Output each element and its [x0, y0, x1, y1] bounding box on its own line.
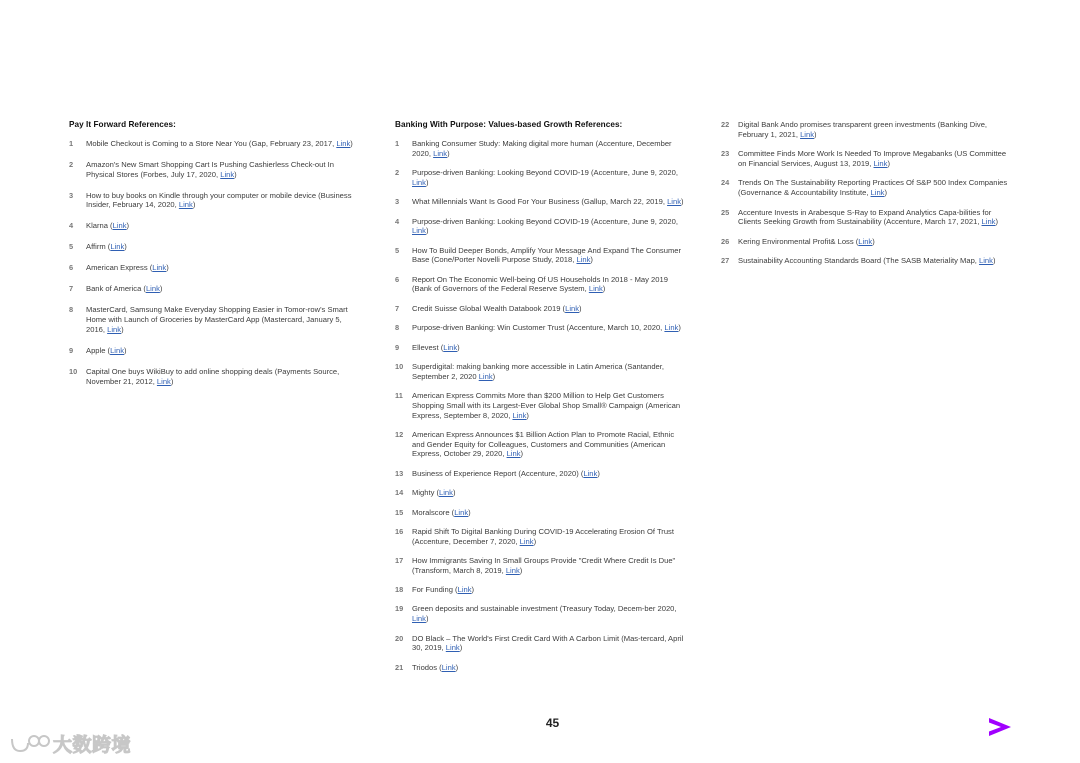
reference-number: 22	[721, 120, 730, 129]
reference-number: 10	[395, 362, 404, 372]
reference-text: Kering Environmental Profit& Loss (	[738, 236, 859, 246]
reference-link[interactable]: Link	[445, 643, 460, 653]
reference-closing: )	[681, 197, 684, 207]
reference-number: 3	[69, 190, 74, 200]
reference-link[interactable]: Link	[112, 221, 127, 231]
reference-item	[721, 208, 1011, 227]
reference-text: For Funding (	[412, 585, 458, 595]
reference-text: Committee Finds More Work Is Needed To Improve Megabanks (US Committee on Financial Services, August 13, 2019,	[738, 149, 1007, 168]
reference-item	[69, 367, 359, 386]
reference-item	[395, 430, 687, 459]
reference-number: 3	[395, 197, 400, 207]
section-heading: Pay It Forward References:	[69, 120, 176, 129]
reference-item	[69, 160, 359, 179]
reference-text: Banking Consumer Study: Making digital more human (Accenture, December 2020,	[412, 139, 672, 158]
reference-text: Accenture Invests in Arabesque S-Ray to Expand Analytics Capa-bilities for Clients Seeking Growth from Sustainability (Accenture, March 17, 2021,	[738, 207, 992, 227]
reference-number: 9	[395, 342, 400, 352]
reference-text: DO Black – The World's First Credit Card With A Carbon Limit (Mas-tercard, April 30, 2019,	[412, 633, 684, 653]
reference-item	[69, 284, 359, 294]
reference-item	[721, 237, 1011, 247]
reference-closing: )	[350, 139, 353, 148]
reference-text: American Express Commits More than $200 Million to Help Get Customers Shopping Small with its Largest-Ever Global Shop Small® Campaign (American Express, September 8, 2020,	[412, 391, 681, 420]
reference-text: Purpose-driven Banking: Looking Beyond COVID-19 (Accenture, June 9, 2020,	[412, 216, 678, 226]
reference-item	[395, 323, 687, 333]
reference-closing: )	[447, 148, 450, 158]
reference-list	[395, 139, 687, 672]
reference-link[interactable]: Link	[588, 284, 603, 294]
reference-closing: )	[234, 169, 237, 179]
reference-closing: )	[452, 488, 456, 498]
reference-number: 9	[69, 345, 74, 355]
reference-closing: )	[526, 410, 529, 420]
reference-closing: )	[471, 585, 475, 595]
reference-text: Purpose-driven Banking: Looking Beyond COVID-19 (Accenture, June 9, 2020,	[412, 168, 678, 178]
reference-number: 16	[395, 526, 404, 536]
section-heading: Banking With Purpose: Values-based Growth References:	[395, 120, 623, 129]
reference-text: Sustainability Accounting Standards Board (The SASB Materiality Map,	[738, 256, 980, 266]
reference-item	[721, 149, 1011, 168]
reference-text: Affirm (	[86, 242, 111, 252]
reference-text: American Express (	[86, 263, 153, 273]
reference-closing: )	[124, 345, 127, 355]
reference-number: 17	[395, 555, 404, 565]
reference-closing: )	[159, 284, 163, 294]
reference-number: 19	[395, 604, 404, 614]
reference-closing: )	[455, 662, 459, 672]
reference-item	[395, 197, 687, 207]
reference-link[interactable]: Link	[981, 217, 996, 227]
reference-link[interactable]: Link	[110, 345, 124, 355]
reference-number: 25	[721, 207, 730, 217]
reference-closing: )	[520, 449, 524, 459]
reference-link[interactable]: Link	[870, 188, 885, 198]
reference-number: 2	[395, 168, 400, 178]
reference-link[interactable]: Link	[441, 662, 456, 672]
reference-number: 5	[395, 245, 400, 255]
reference-closing: )	[597, 468, 600, 478]
reference-number: 10	[69, 366, 78, 376]
reference-closing: )	[468, 507, 471, 517]
reference-item	[395, 604, 687, 623]
reference-closing: )	[814, 129, 817, 139]
reference-number: 11	[395, 391, 403, 401]
reference-number: 6	[69, 263, 74, 273]
reference-closing: )	[121, 324, 124, 334]
reference-item	[395, 469, 687, 479]
reference-item	[69, 305, 359, 334]
reference-text: Triodos (	[412, 662, 442, 672]
reference-closing: )	[492, 371, 496, 381]
reference-item	[395, 663, 687, 673]
reference-text: Bank of America (	[86, 284, 146, 294]
reference-closing: )	[459, 643, 463, 653]
reference-item	[721, 256, 1011, 266]
reference-closing: )	[457, 342, 460, 352]
reference-list	[721, 120, 1011, 266]
reference-text: Ellevest (	[412, 342, 444, 352]
reference-number: 18	[395, 585, 404, 595]
reference-link[interactable]: Link	[454, 507, 469, 517]
reference-number: 26	[721, 236, 730, 246]
reference-item	[395, 556, 687, 575]
reference-closing: )	[602, 284, 606, 294]
reference-number: 8	[395, 323, 400, 333]
reference-link[interactable]: Link	[412, 226, 426, 236]
reference-closing: )	[170, 376, 174, 386]
reference-item	[395, 304, 687, 314]
reference-closing: )	[533, 536, 537, 546]
reference-text: Credit Suisse Global Wealth Databook 2019 (	[412, 303, 566, 313]
reference-text: Apple (	[86, 345, 111, 355]
reference-text: How to buy books on Kindle through your computer or mobile device (Business Insider, February 14, 2020,	[86, 190, 352, 210]
reference-link[interactable]: Link	[439, 488, 453, 498]
reference-closing: )	[887, 158, 890, 168]
reference-number: 2	[69, 160, 74, 169]
reference-item	[395, 168, 687, 187]
reference-link[interactable]: Link	[156, 376, 171, 386]
reference-number: 1	[69, 139, 74, 148]
reference-item	[69, 263, 359, 273]
reference-link[interactable]: Link	[220, 169, 235, 179]
reference-text: Superdigital: making banking more accessible in Latin America (Santander, September 2, 2020	[412, 362, 664, 381]
reference-text: Green deposits and sustainable investment (Treasury Today, Decem-ber 2020,	[412, 604, 677, 614]
reference-link[interactable]: Link	[443, 342, 458, 352]
reference-closing: )	[579, 303, 582, 313]
reference-item	[69, 346, 359, 356]
reference-number: 7	[395, 303, 400, 313]
reference-number: 24	[721, 178, 730, 188]
reference-item	[395, 362, 687, 381]
reference-link[interactable]: Link	[667, 197, 682, 207]
reference-number: 8	[69, 305, 74, 315]
reference-closing: )	[519, 565, 523, 575]
reference-link[interactable]: Link	[858, 236, 873, 246]
reference-link[interactable]: Link	[664, 323, 679, 333]
reference-text: Amazon's New Smart Shopping Cart Is Pushing Cashierless Check-out In Physical Stores (Forbes, July 17, 2020,	[86, 160, 334, 179]
reference-closing: )	[126, 221, 130, 231]
reference-link[interactable]: Link	[800, 129, 814, 139]
reference-closing: )	[425, 177, 429, 187]
watermark-text: 大数跨境	[53, 735, 132, 756]
reference-item	[395, 139, 687, 158]
reference-number: 23	[721, 149, 730, 159]
reference-link[interactable]: Link	[152, 263, 167, 273]
reference-link[interactable]: Link	[565, 303, 580, 313]
reference-text: Mighty (	[412, 488, 440, 498]
reference-number: 12	[395, 429, 404, 439]
reference-item	[395, 343, 687, 353]
reference-item	[395, 508, 687, 518]
reference-closing: )	[590, 255, 593, 265]
reference-number: 6	[395, 274, 400, 284]
reference-link[interactable]: Link	[576, 255, 591, 265]
reference-link[interactable]: Link	[107, 324, 122, 334]
reference-link[interactable]: Link	[979, 256, 993, 266]
reference-link[interactable]: Link	[433, 148, 448, 158]
reference-link[interactable]: Link	[512, 410, 527, 420]
reference-link[interactable]: Link	[519, 536, 534, 546]
reference-link[interactable]: Link	[145, 284, 160, 294]
reference-number: 4	[69, 221, 74, 231]
reference-item	[721, 120, 1011, 139]
reference-text: MasterCard, Samsung Make Everyday Shopping Easier in Tomor-row's Smart Home with Launch of Groceries by MasterCard App (Mastercard, January 5, 2016,	[86, 305, 348, 334]
reference-text: Rapid Shift To Digital Banking During COVID-19 Accelerating Erosion Of Trust (Accenture, December 7, 2020,	[412, 526, 674, 546]
reference-item	[721, 178, 1011, 197]
reference-number: 27	[721, 256, 730, 266]
reference-text: Digital Bank Ando promises transparent green investments (Banking Dive, February 1, 2021,	[738, 120, 988, 139]
reference-number: 20	[395, 633, 404, 643]
reference-closing: )	[872, 236, 875, 246]
reference-text: Purpose-driven Banking: Win Customer Trust (Accenture, March 10, 2020,	[412, 323, 665, 333]
reference-link[interactable]: Link	[873, 158, 888, 168]
reference-item	[395, 488, 687, 498]
reference-text: Capital One buys WikiBuy to add online shopping deals (Payments Source, November 21, 2012,	[86, 366, 340, 386]
reference-item	[395, 527, 687, 546]
reference-text: Moralscore (	[412, 507, 455, 517]
reference-item	[395, 246, 687, 265]
watermark	[8, 730, 131, 757]
reference-closing: )	[166, 263, 169, 273]
reference-item	[69, 242, 359, 252]
reference-text: Trends On The Sustainability Reporting Practices Of S&P 500 Index Companies (Governance & Accountability Institute,	[738, 178, 1008, 198]
reference-number: 15	[395, 507, 404, 517]
reference-number: 13	[395, 468, 404, 478]
reference-list	[69, 139, 359, 386]
reference-link[interactable]: Link	[505, 565, 520, 575]
reference-text: Report On The Economic Well-being Of US Households In 2018 - May 2019 (Bank of Governors of the Federal Reserve System,	[412, 274, 668, 294]
reference-closing: )	[192, 200, 196, 210]
reference-number: 7	[69, 284, 74, 294]
reference-link[interactable]: Link	[412, 614, 426, 624]
reference-text: Mobile Checkout is Coming to a Store Near You (Gap, February 23, 2017,	[86, 139, 337, 148]
reference-closing: )	[678, 323, 681, 333]
reference-link[interactable]: Link	[110, 242, 125, 252]
reference-item	[395, 217, 687, 236]
references-column-pay-it-forward	[69, 120, 359, 398]
reference-closing: )	[992, 256, 996, 266]
reference-text: How To Build Deeper Bonds, Amplify Your Message And Expand The Consumer Base (Cone/Porter Novelli Purpose Study, 2018,	[412, 245, 682, 265]
reference-text: American Express Announces $1 Billion Action Plan to Promote Racial, Ethnic and Gender Equity for Colleagues, Customers and Communities (American Express, October 29, 2020,	[412, 429, 675, 459]
reference-link[interactable]: Link	[336, 139, 351, 148]
reference-number: 21	[395, 662, 404, 672]
reference-link[interactable]: Link	[412, 177, 426, 187]
reference-closing: )	[425, 226, 429, 236]
reference-number: 1	[395, 139, 400, 148]
reference-text: What Millennials Want Is Good For Your Business (Gallup, March 22, 2019,	[412, 197, 668, 207]
reference-item	[69, 191, 359, 210]
reference-item	[395, 391, 687, 420]
reference-text: Business of Experience Report (Accenture, 2020) (	[412, 468, 584, 478]
reference-link[interactable]: Link	[583, 468, 598, 478]
reference-text: How Immigrants Saving In Small Groups Provide "Credit Where Credit Is Due" (Transform, March 8, 2019,	[412, 555, 676, 575]
reference-closing: )	[124, 242, 127, 252]
reference-closing: )	[884, 188, 888, 198]
reference-number: 4	[395, 216, 400, 226]
reference-text: Klarna (	[86, 221, 113, 231]
reference-link[interactable]: Link	[478, 371, 493, 381]
reference-link[interactable]: Link	[506, 449, 521, 459]
reference-item	[69, 139, 359, 149]
reference-closing: )	[995, 217, 999, 227]
reference-item	[69, 221, 359, 231]
reference-item	[395, 275, 687, 294]
watermark-logo-icon	[8, 733, 50, 755]
reference-number: 5	[69, 242, 74, 252]
references-column-banking-with-purpose	[395, 120, 687, 682]
reference-link[interactable]: Link	[457, 585, 472, 595]
references-column-continued	[721, 120, 1011, 276]
reference-number: 14	[395, 488, 404, 498]
reference-item	[395, 585, 687, 595]
reference-link[interactable]: Link	[178, 200, 193, 210]
reference-closing: )	[425, 614, 429, 624]
accenture-greater-than-logo	[988, 715, 1012, 744]
reference-item	[395, 634, 687, 653]
page-number: 45	[545, 716, 560, 730]
